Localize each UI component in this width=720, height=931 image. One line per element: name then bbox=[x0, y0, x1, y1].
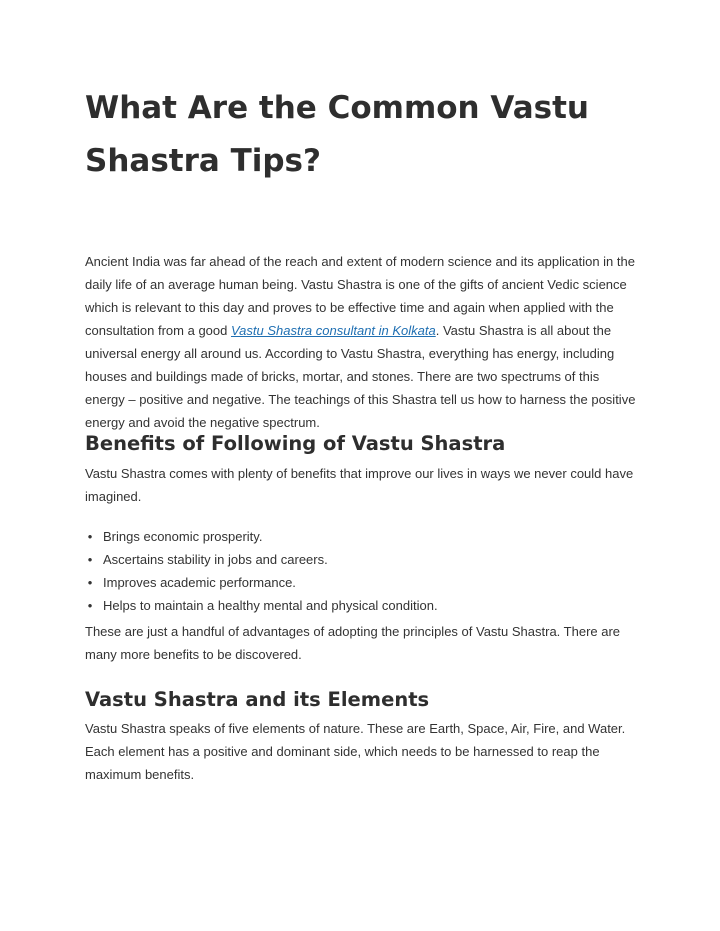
list-item bbox=[85, 571, 641, 594]
elements-paragraph: Vastu Shastra speaks of five elements of nature. These are Earth, Space, Air, Fire, and Water. Each element has a positive and dominant side, which needs to be harnessed to reap the maximum benefits. bbox=[85, 721, 626, 782]
benefits-closing-paragraph: These are just a handful of advantages of adopting the principles of Vastu Shastra. There are many more benefits to be discovered. bbox=[85, 624, 621, 662]
vastu-consultant-link[interactable]: Vastu Shastra consultant in Kolkata bbox=[230, 323, 436, 338]
list-item-text: Helps to maintain a healthy mental and physical condition. bbox=[103, 598, 438, 613]
list-item bbox=[85, 594, 641, 617]
benefits-list bbox=[85, 525, 641, 617]
list-item-text: Improves academic performance. bbox=[103, 575, 296, 590]
intro-paragraph bbox=[85, 250, 641, 434]
page-title: What Are the Common Vastu Shastra Tips? bbox=[85, 90, 589, 179]
list-item bbox=[85, 525, 641, 548]
bullet-icon: • bbox=[87, 552, 93, 567]
bullet-icon: • bbox=[87, 598, 93, 613]
benefits-paragraph: Vastu Shastra comes with plenty of benefits that improve our lives in ways we never could have imagined. bbox=[85, 466, 634, 504]
bullet-icon: • bbox=[87, 575, 93, 590]
bullet-icon: • bbox=[87, 529, 93, 544]
list-item-text: Ascertains stability in jobs and careers. bbox=[103, 552, 328, 567]
list-item bbox=[85, 548, 641, 571]
list-item-text: Brings economic prosperity. bbox=[103, 529, 263, 544]
intro-text-after-link: . Vastu Shastra is all about the universal energy all around us. According to Vastu Shastra, everything has energy, including houses and buildings made of bricks, mortar, and stones. There are two spectrums of this energy – positive and negative. The teachings of this Shastra tell us how to harness the positive energy and avoid the negative spectrum. bbox=[85, 323, 636, 430]
elements-heading: Vastu Shastra and its Elements bbox=[85, 688, 430, 711]
benefits-heading: Benefits of Following of Vastu Shastra bbox=[85, 432, 506, 455]
intro-text-before-link: Ancient India was far ahead of the reach and extent of modern science and its application in the daily life of an average human being. Vastu Shastra is one of the gifts of ancient Vedic science which is relevant to this day and proves to be effective time and again when applied with the consultation from a good bbox=[85, 254, 635, 338]
